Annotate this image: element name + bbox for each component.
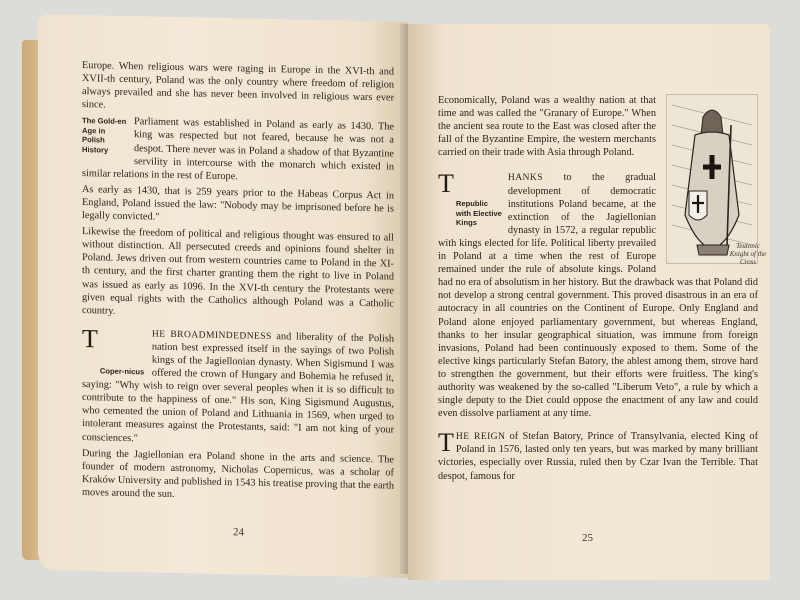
open-book	[22, 18, 770, 580]
drop-cap: T	[82, 323, 98, 354]
paragraph: As early as 1430, that is 259 years prior to the Habeas Corpus Act in England, Poland issued the law: "Nobody may be imprisoned before he is legally convicted."	[82, 183, 394, 223]
small-caps-lead: HE BROADMINDEDNESS	[151, 328, 272, 342]
section-broadmindedness	[82, 323, 394, 450]
paragraph: Likewise the freedom of political and religious thought was ensured to all without distinction. All persecuted creeds and opinions found shelter in Poland. Jews driven out from western countries came to Poland in the XI-th century, and the first charter granting them the right to live in Poland was issued as early as 1096. In the XVI-th century the Protestants were given equal rights with the Catholics although Poland was a Catholic country.	[82, 226, 394, 317]
sidenote-golden-age: The Gold-en Age in Polish History	[82, 116, 127, 155]
right-page-text	[438, 94, 758, 486]
paragraph: Economically, Poland was a wealthy nation at that time and was called the "Granary of Europe." When the ancient sea route to the East was closed after the fall of the Byzantine Empire, the western merchants carried on their trade with Asia through Poland.	[438, 95, 656, 159]
right-page	[408, 24, 770, 580]
figure-caption: Teutonic Knight of the Cross	[729, 242, 767, 266]
section-text: of Stefan Batory, Prince of Transylvania, elected King of Poland in 1576, lasted only ten years, but was marked by many brilliant victories, especially over Russia, ruled then by Czar Ivan the Terrible. That despot, famous for	[438, 431, 759, 482]
paragraph: Parliament was established in Poland as early as 1430. The king was respected but not feared, because he was not a despot. There never was in Poland a shadow of that Byzantine servility in intercourse with the monarch which existed in similar relations in the rest of Europe.	[82, 116, 394, 183]
sidenote-copernicus: Coper-nicus	[99, 366, 145, 377]
small-caps-lead: HE REIGN	[455, 431, 506, 443]
page-number-right: 25	[582, 532, 593, 544]
page-number-left: 24	[233, 526, 244, 539]
sidenote-republic: Republic with Elective Kings	[455, 199, 502, 228]
drop-cap: T	[438, 428, 454, 458]
left-page	[38, 14, 408, 578]
section-text: and liberality of the Polish nation best expressed itself in the sayings of two Polish kings of the Jagiellonian dynasty. When Sigismund I was offered the crown of Hungary and Bohemia he refused it, saying: "Why wish to reign over several peoples when it is so difficult to contribute to the happiness of one." His son, King Sigismund Augustus, who cemented the union of Poland and Lithuania in 1569, when urged to intolerant measures against the Protestants, said: "I am not king of your consciences."	[82, 330, 394, 444]
paragraph: During the Jagiellonian era Poland shone in the arts and science. The founder of modern astronomy, Nicholas Copernicus, was a scholar of Kraków University and published in 1543 his treatise proving that the earth moves around the sun.	[82, 447, 394, 500]
paragraph: Europe. When religious wars were raging in Europe in the XVI-th and XVII-th century, Poland was the only country where freedom of religion always prevailed and she has never been involved in religious wars ever since.	[82, 60, 394, 111]
teutonic-knight-illustration	[666, 94, 758, 264]
section-text: to the gradual development of democratic institutions Poland became, at the extinction of the Jagiellonian dynasty in 1572, a regular republic with kings elected for life. Political liberty prevailed in Poland at a time when the rest of Europe remained under the rule of absolute kings. Poland had no era of absolutism in her history. But the drawback was that Poland did not develop a strong central government. This proved disastrous in an era of autocracy in all countries on the Continent of Europe. Only England and Poland alone enjoyed parliamentary government, but whereas England, thanks to her insular geographical situation, was immune from foreign invasions, Poland had been continuously exposed to them. Some of the elective kings particularly Stefan Batory, the ablest among them, strove hard to strengthen the government, but their efforts were fruitless. The king's authority was weakened by the so-called "Liberum Veto", a rule by which a single deputy to the Diet could oppose the enactment of any law and could even dissolve parliament at any time.	[438, 172, 758, 420]
drop-cap: T	[438, 169, 454, 199]
section-reign	[438, 430, 758, 482]
left-page-text	[82, 59, 394, 509]
small-caps-lead: HANKS	[507, 172, 543, 184]
